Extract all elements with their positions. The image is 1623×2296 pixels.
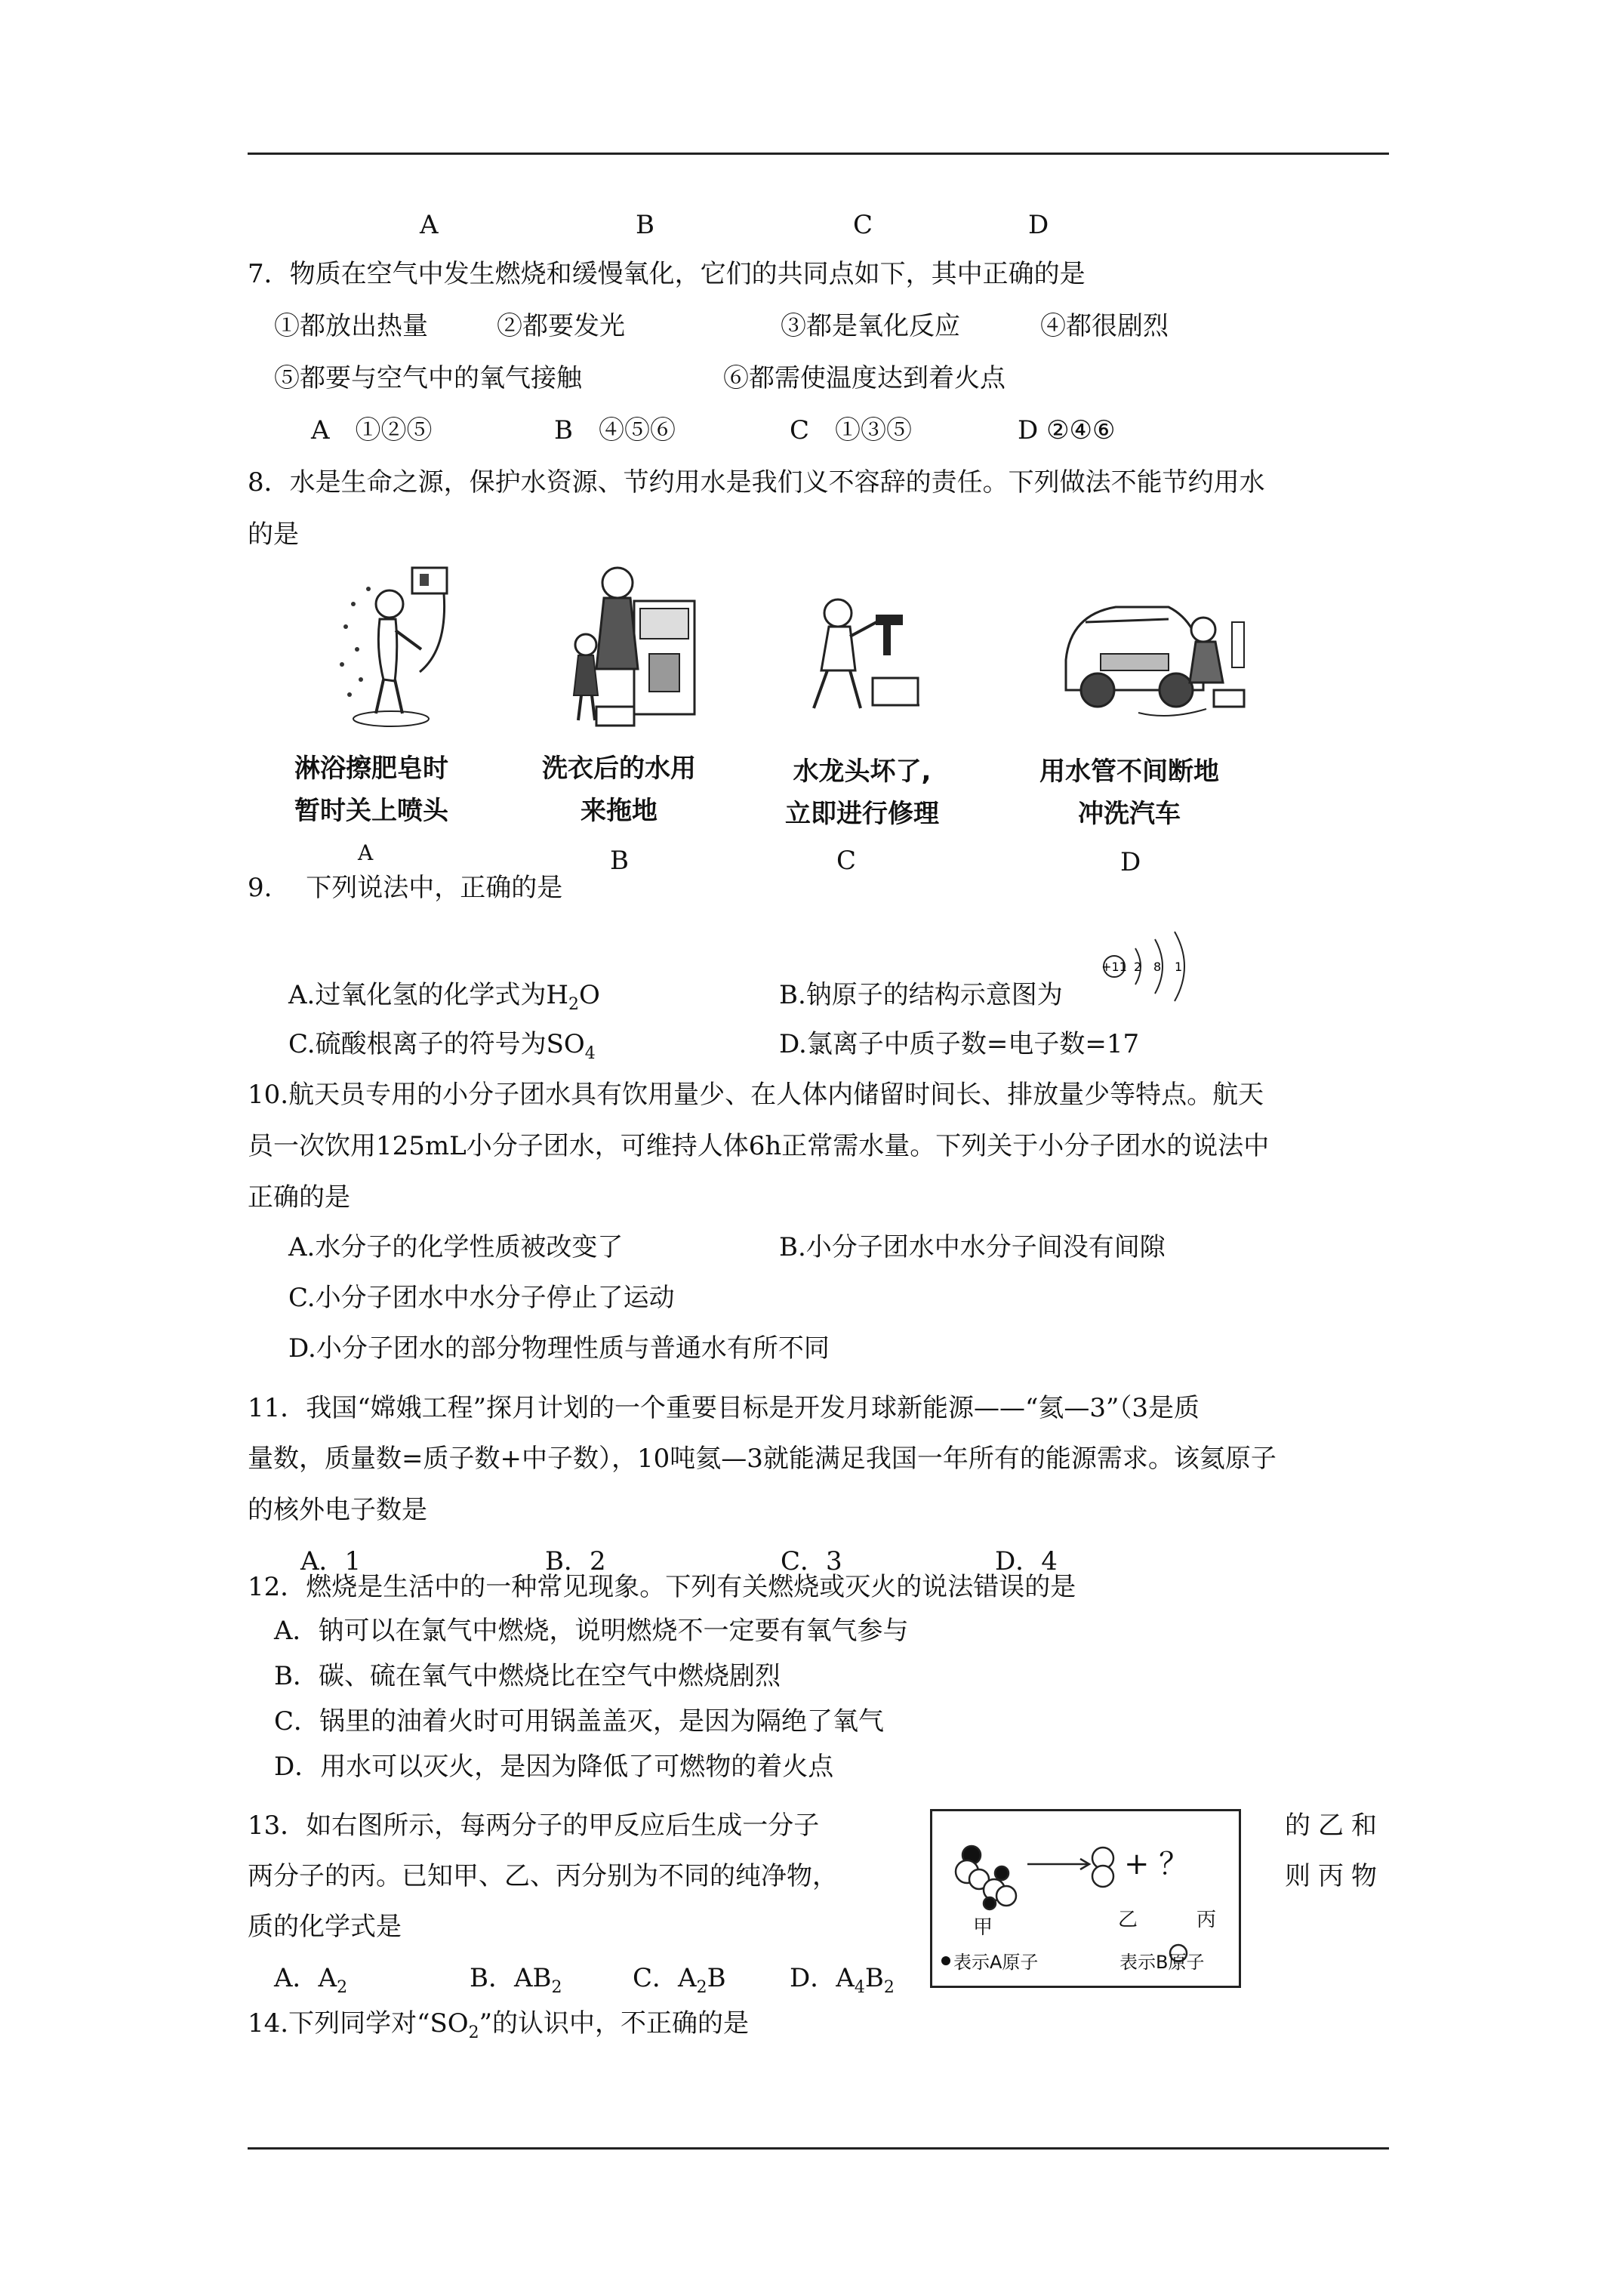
q11-option-c: C．3 [781, 1546, 842, 1576]
car-washing-cartoon-icon [1055, 569, 1259, 728]
q8-letter-b: B [610, 846, 629, 876]
q7-item-4: ④都很剧烈 [1040, 311, 1169, 341]
q8-caption-c-line2: 立即进行修理 [785, 799, 939, 829]
footer-rule [248, 2147, 1389, 2150]
q8-letter-c: C [836, 846, 857, 876]
q8-caption-d-line2: 冲洗汽车 [1078, 799, 1181, 829]
q12-option-b: B．碳、硫在氧气中燃烧比在空气中燃烧剧烈 [274, 1661, 781, 1691]
q13-option-d: D．$A_4B_2$ [790, 1963, 895, 1997]
q9-option-d: D.氯离子中质子数=电子数=17 [779, 1029, 1140, 1059]
q14-stem: 14.下列同学对“$SO_2$”的认识中，不正确的是 [248, 2008, 750, 2042]
q11-stem-line2: 量数，质量数=质子数+中子数），10吨氦—3就能满足我国一年所有的能源需求。该氦原子 [248, 1444, 1277, 1474]
q8-caption-b-line2: 来拖地 [581, 796, 658, 826]
q8-caption-b-line1: 洗衣后的水用 [542, 754, 696, 784]
q6-option-a: A [420, 210, 439, 240]
q13-option-a: A．$A_2$ [274, 1963, 348, 1997]
q7-item-1: ①都放出热量 [274, 311, 428, 341]
q8-caption-a-line2: 暂时关上喷头 [294, 796, 448, 826]
q7-stem: 7．物质在空气中发生燃烧和缓慢氧化，它们的共同点如下，其中正确的是 [248, 259, 1086, 289]
atom-nucleus: +11 [1101, 960, 1127, 974]
q6-option-c: C [853, 210, 873, 240]
q13-stem-line2-right: 则丙物 [1285, 1861, 1384, 1891]
q9-stem: 9. 下列说法中，正确的是 [248, 873, 563, 903]
q7-option-c: C ①③⑤ [790, 415, 913, 445]
q13-label-jia: 甲 [973, 1916, 993, 1939]
q12-option-d: D．用水可以灭火，是因为降低了可燃物的着火点 [274, 1752, 834, 1782]
q13-stem-line2-left: 两分子的丙。已知甲、乙、丙分别为不同的纯净物， [248, 1861, 838, 1891]
header-rule [248, 153, 1389, 155]
q13-legend-a: 表示A原子 [953, 1952, 1039, 1973]
q11-option-d: D．4 [995, 1546, 1058, 1576]
q13-stem-line1-right: 的乙和 [1285, 1811, 1384, 1841]
q13-option-b: B．$AB_2$ [470, 1963, 562, 1997]
q7-item-5: ⑤都要与空气中的氧气接触 [274, 363, 582, 393]
q12-stem: 12．燃烧是生活中的一种常见现象。下列有关燃烧或灭火的说法错误的是 [248, 1572, 1076, 1602]
q11-option-b: B．2 [545, 1546, 606, 1576]
q12-option-c: C．锅里的油着火时可用锅盖盖灭，是因为隔绝了氧气 [274, 1706, 885, 1737]
atom-shell-3: 1 [1175, 960, 1183, 974]
shower-cartoon-icon [323, 559, 459, 732]
faucet-repair-cartoon-icon [791, 587, 935, 723]
q7-option-d: D ②④⑥ [1018, 415, 1116, 445]
laundry-mopping-cartoon-icon [551, 556, 710, 737]
q11-stem-line3: 的核外电子数是 [248, 1495, 427, 1525]
sodium-atom-structure-diagram [1099, 927, 1205, 1003]
q13-option-c: C．$A_2B$ [633, 1963, 726, 1997]
q7-item-3: ③都是氧化反应 [781, 311, 960, 341]
q12-option-a: A．钠可以在氯气中燃烧，说明燃烧不一定要有氧气参与 [274, 1616, 909, 1646]
q7-item-2: ②都要发光 [497, 311, 625, 341]
atom-shell-2: 8 [1153, 960, 1162, 974]
q6-option-b: B [636, 210, 654, 240]
q10-option-c: C.小分子团水中水分子停止了运动 [288, 1283, 675, 1313]
q8-stem-line1: 8．水是生命之源，保护水资源、节约用水是我们义不容辞的责任。下列做法不能节约用水 [248, 467, 1265, 498]
q6-option-d: D [1028, 210, 1049, 240]
q10-option-a: A.水分子的化学性质被改变了 [288, 1232, 624, 1262]
q13-label-bing: 丙 [1196, 1909, 1217, 1931]
q10-option-b: B.小分子团水中水分子间没有间隙 [779, 1232, 1166, 1262]
q8-letter-a: A [358, 840, 374, 865]
q11-stem-line1: 11．我国“嫦娥工程”探月计划的一个重要目标是开发月球新能源——“氦—3”（3是质 [248, 1393, 1200, 1423]
q11-option-a: A．1 [300, 1546, 362, 1576]
q10-stem-line2: 员一次饮用125mL小分子团水，可维持人体6h正常需水量。下列关于小分子团水的说法中 [248, 1131, 1270, 1161]
q9-option-a: A.过氧化氢的化学式为$H_2O$ [288, 980, 600, 1014]
atom-shell-1: 2 [1134, 960, 1142, 974]
q8-caption-d-line1: 用水管不间断地 [1039, 757, 1219, 787]
q8-caption-c-line1: 水龙头坏了, [793, 757, 932, 787]
q9-option-b: B.钠原子的结构示意图为 [779, 980, 1063, 1010]
q13-legend-b: 表示B原子 [1119, 1952, 1205, 1973]
q13-stem-line3: 质的化学式是 [248, 1912, 402, 1942]
q7-option-b: B ④⑤⑥ [554, 415, 676, 445]
q13-plus-question: + ？ [1124, 1847, 1190, 1881]
q8-caption-a-line1: 淋浴擦肥皂时 [294, 754, 448, 784]
q13-label-yi: 乙 [1118, 1909, 1138, 1931]
q9-option-c: C.硫酸根离子的符号为$SO_4$ [288, 1029, 596, 1063]
q8-stem-line2: 的是 [248, 519, 299, 550]
q13-reaction-diagram [930, 1809, 1241, 1988]
q10-stem-line1: 10.航天员专用的小分子团水具有饮用量少、在人体内储留时间长、排放量少等特点。航天 [248, 1080, 1264, 1110]
q8-letter-d: D [1120, 847, 1141, 877]
q10-stem-line3: 正确的是 [248, 1182, 350, 1213]
q7-item-6: ⑥都需使温度达到着火点 [723, 363, 1006, 393]
q10-option-d: D.小分子团水的部分物理性质与普通水有所不同 [288, 1333, 830, 1364]
q13-stem-line1-left: 13．如右图所示，每两分子的甲反应后生成一分子 [248, 1811, 820, 1841]
q7-option-a: A ①②⑤ [311, 415, 433, 445]
